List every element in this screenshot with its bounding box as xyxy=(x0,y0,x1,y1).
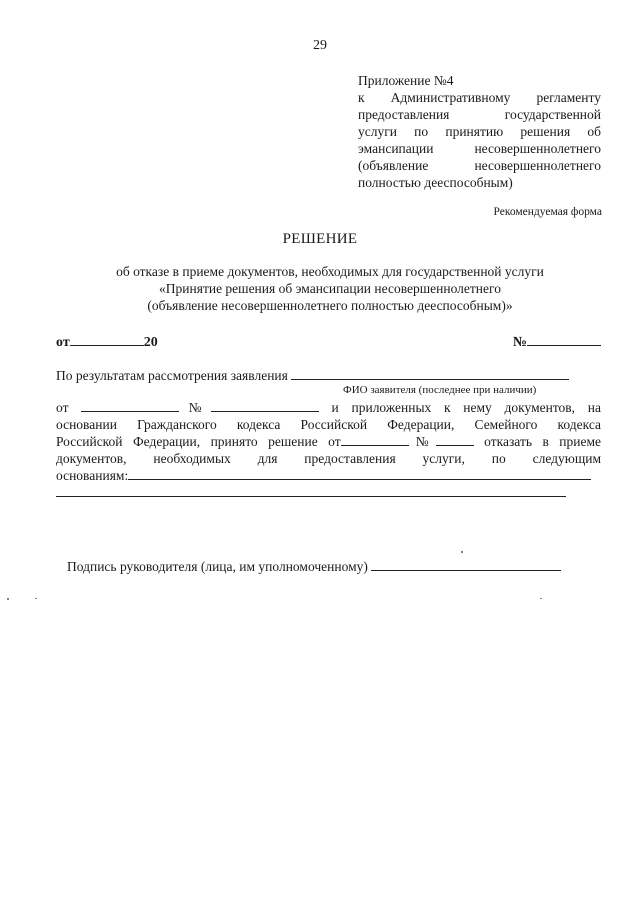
decision-number-blank[interactable] xyxy=(436,444,474,446)
grounds-blank-line-2[interactable] xyxy=(56,496,566,497)
appendix-line: полностью дееспособным) xyxy=(358,175,513,190)
review-line xyxy=(56,367,601,384)
application-number-blank[interactable] xyxy=(211,410,319,412)
grounds-blank[interactable] xyxy=(128,478,591,480)
body-line-3 xyxy=(56,433,601,450)
number-sign: № xyxy=(408,434,436,449)
scan-speck xyxy=(7,598,9,600)
decision-body xyxy=(56,399,601,484)
decision-title: РЕШЕНИЕ xyxy=(282,231,358,247)
number-sign: № xyxy=(179,400,211,415)
signature-blank[interactable] xyxy=(371,569,561,571)
document-number xyxy=(513,335,601,351)
body-line-2: основании Гражданского кодекса Российской Федерации, Семейного кодекса xyxy=(56,417,601,432)
decision-subtitle xyxy=(60,263,600,314)
refuse-text: отказать в приеме xyxy=(484,434,602,449)
review-text: По результатам рассмотрения заявления xyxy=(56,368,288,383)
application-date-blank[interactable] xyxy=(81,410,179,412)
appendix-line: эмансипации несовершеннолетнего xyxy=(358,141,601,156)
appendix-line: услуги по принятию решения об xyxy=(358,124,601,139)
body-line-5 xyxy=(56,467,601,484)
applicant-name-blank[interactable] xyxy=(291,378,569,380)
grounds-label: основаниям: xyxy=(56,468,129,483)
fio-caption: ФИО заявителя (последнее при наличии) xyxy=(343,384,537,396)
subtitle-line: об отказе в приеме документов, необходимых для государственной услуги xyxy=(116,264,544,279)
number-sign: № xyxy=(512,335,527,350)
body-line-4: документов, необходимых для предоставления услуги, по следующим xyxy=(56,451,601,466)
scan-speck xyxy=(35,598,37,599)
from-label: от xyxy=(56,400,69,415)
appendix-line: предоставления государственной xyxy=(358,107,601,122)
decision-date-blank[interactable] xyxy=(341,444,409,446)
signature-label: Подпись руководителя (лица, им уполномоченному) xyxy=(67,559,368,574)
scan-speck xyxy=(540,598,542,599)
date-from-label: от xyxy=(56,335,70,350)
page-number: 29 xyxy=(313,38,327,53)
date-blank[interactable] xyxy=(70,344,144,346)
signature-row xyxy=(67,559,561,575)
appendix-title: Приложение №4 xyxy=(358,73,454,88)
recommended-form-label: Рекомендуемая форма xyxy=(493,206,602,218)
appendix-line: (объявление несовершеннолетнего xyxy=(358,158,601,173)
appendix-line: к Административному регламенту xyxy=(358,90,601,105)
subtitle-line: (объявление несовершеннолетнего полностью дееспособным)» xyxy=(147,298,513,313)
date-year: 20 xyxy=(143,335,158,350)
number-blank[interactable] xyxy=(527,344,601,346)
decision-date-label: Российской Федерации, принято решение от xyxy=(56,434,341,449)
scan-speck xyxy=(461,551,463,553)
body-line-1 xyxy=(56,399,601,416)
date-number-row xyxy=(56,335,601,351)
subtitle-line: «Принятие решения об эмансипации несовершеннолетнего xyxy=(159,281,501,296)
appendix-header xyxy=(358,72,601,191)
attached-text: и приложенных к нему документов, на xyxy=(331,400,602,415)
